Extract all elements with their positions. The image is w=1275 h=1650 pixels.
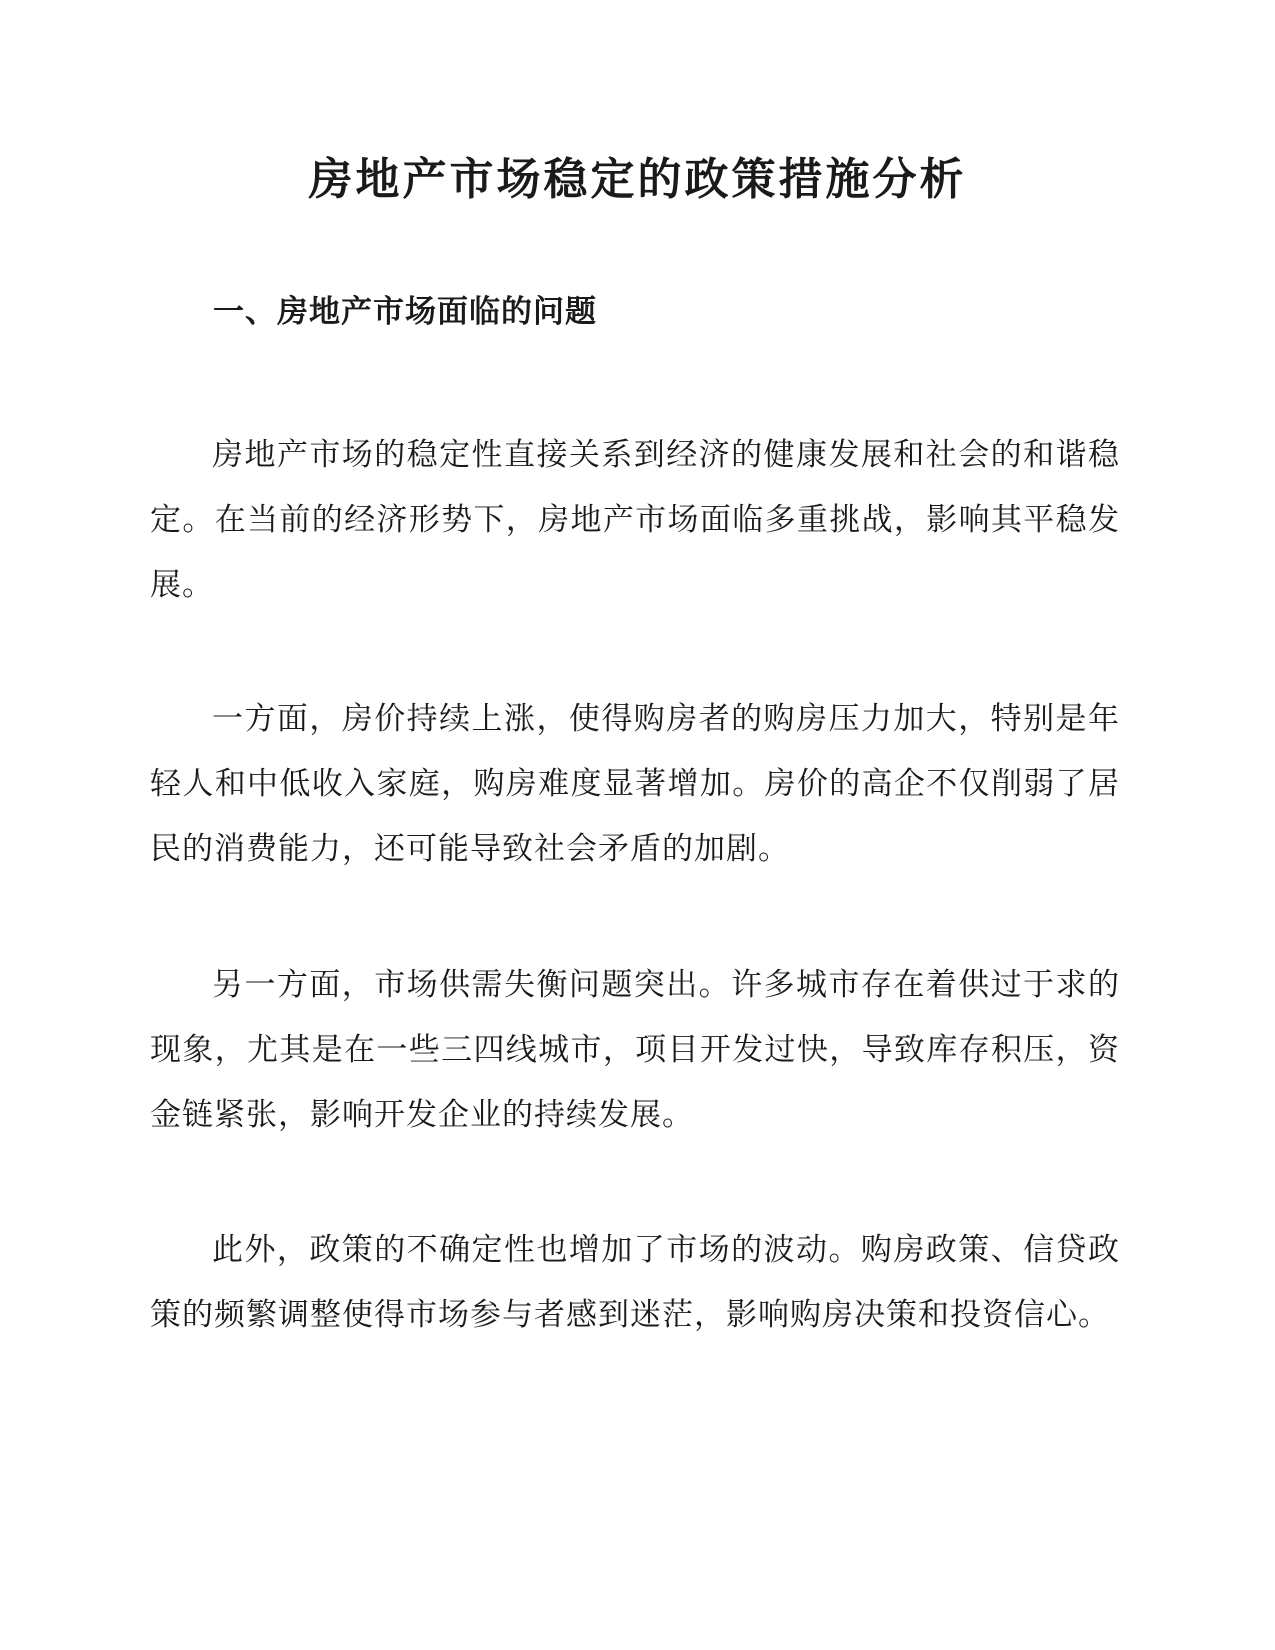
document-title: 房地产市场稳定的政策措施分析 xyxy=(308,154,967,205)
section-heading: 一、房地产市场面临的问题 xyxy=(213,294,597,330)
paragraph: 一方面，房价持续上涨，使得购房者的购房压力加大，特别是年轻人和中低收入家庭，购房难度显著增加。房价的高企不仅削弱了居民的消费能力，还可能导致社会矛盾的加剧。 xyxy=(150,701,1120,867)
paragraph: 房地产市场的稳定性直接关系到经济的健康发展和社会的和谐稳定。在当前的经济形势下，房地产市场面临多重挑战，影响其平稳发展。 xyxy=(150,437,1120,603)
paragraph: 此外，政策的不确定性也增加了市场的波动。购房政策、信贷政策的频繁调整使得市场参与者感到迷茫，影响购房决策和投资信心。 xyxy=(150,1232,1120,1333)
paragraph: 另一方面，市场供需失衡问题突出。许多城市存在着供过于求的现象，尤其是在一些三四线城市，项目开发过快，导致库存积压，资金链紧张，影响开发企业的持续发展。 xyxy=(150,967,1120,1133)
